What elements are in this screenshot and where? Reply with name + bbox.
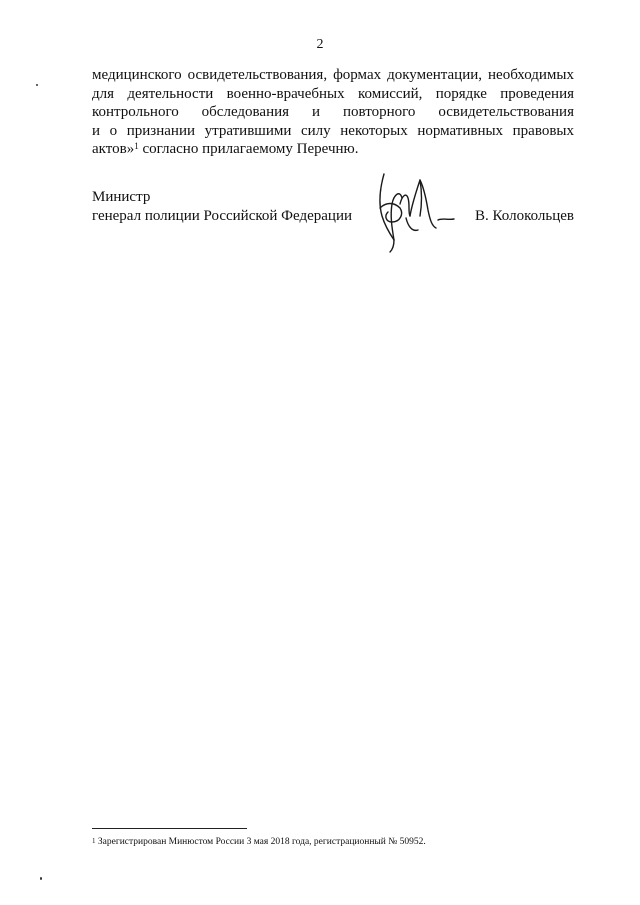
scan-speck (36, 84, 38, 86)
page-number: 2 (316, 37, 324, 52)
paragraph-last-line (92, 140, 574, 159)
signatory-position: Министр (92, 189, 151, 205)
paragraph-line: медицинского освидетельствования, формах документации, необходимых (92, 67, 574, 83)
paragraph-line: и о признании утратившими силу некоторых нормативных правовых (92, 122, 574, 139)
paragraph-line: для деятельности военно-врачебных комиссий, порядке проведения (92, 85, 574, 102)
footnote-marker: 1 (92, 837, 96, 845)
handwritten-signature (370, 168, 460, 253)
footnote (92, 836, 562, 848)
paragraph-text-fragment: согласно прилагаемому Перечню. (142, 141, 359, 157)
signature-block (92, 188, 574, 226)
paragraph-text-fragment: актов» (92, 141, 135, 157)
paragraph-line: контрольного обследования и повторного освидетельствования (92, 104, 574, 120)
scan-speck (40, 877, 42, 880)
footnote-separator (92, 828, 247, 829)
footnote-reference: 1 (134, 141, 139, 151)
signatory-rank: генерал полиции Российской Федерации (92, 208, 353, 224)
signatory-name: В. Колокольцев (475, 208, 574, 224)
footnote-text: Зарегистрирован Минюстом России 3 мая 2018 года, регистрационный № 50952. (97, 837, 426, 847)
body-paragraph (92, 66, 574, 159)
